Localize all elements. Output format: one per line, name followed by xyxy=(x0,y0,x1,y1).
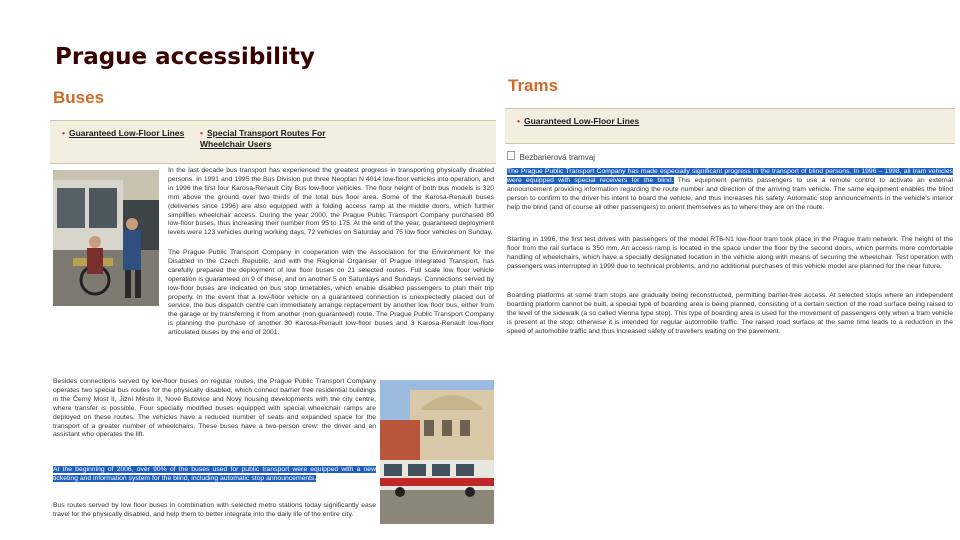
tram-link-label[interactable]: Guaranteed Low-Floor Lines xyxy=(523,116,640,126)
bus-link-label[interactable]: Guaranteed Low-Floor Lines xyxy=(68,128,185,138)
city-bus-photo xyxy=(380,380,494,524)
slide-title: Prague accessibility xyxy=(55,44,315,70)
bus-paragraph-2: The Prague Public Transport Company in cooperation with the Association for the Environment for the Disabled in the Czech Republic, and with the Regional Organiser of Prague Integrated Transport, has carefully prepared the deployment of low floor buses on 21 selected routes. Full scale low floor vehicle operation is guaranteed on 9 of these, and on another 5 on Saturdays and Sundays. Connections served by low-floor buses are indicated on bus stop timetables, which enable disabled passengers to plan their trip properly. In the event that a low-floor vehicle on a guaranteed connection is unexpectedly placed out of service, the bus dispatch centre can immediately arrange replacement by another low floor bus, either from the garage or by transferring it from another (non guaranteed) route. The Prague Public Transport Company is planning the purchase of another 30 Karosa-Renault low-floor buses and 3 Karosa-Renault low-floor articulated buses by the end of 2001. xyxy=(168,249,494,337)
buses-nav xyxy=(50,120,496,164)
tram-image-placeholder: Bezbarierová tramvaj xyxy=(507,147,595,165)
bus-link-guaranteed[interactable]: • Guaranteed Low-Floor Lines xyxy=(62,128,185,138)
tram-link-guaranteed[interactable]: • Guaranteed Low-Floor Lines xyxy=(517,116,640,126)
bus-link-special[interactable]: • Special Transport Routes For Wheelchair Users xyxy=(200,128,326,149)
tram-paragraph-3: Boarding platforms at some tram stops are gradually being reconstructed, permitting barrier-free access. At selected stops where an independent boarding platform cannot be built, a special type of boarding area is being planned, consisting of a certain section of the road surface being raised to the level of the sidewalk (a so called Vienna type stop). This type of boarding area is used for the movement of passengers only when a tram vehicle is present at the stop; otherwise it is intended for regular automobile traffic. The raised road surface at the same time leads to a reduction in the speed of automobile traffic and thus increased safety of travellers waiting on the pavement. xyxy=(507,292,953,335)
tram-paragraph-2: Starting in 1996, the first test drives with passengers of the model RT6-N1 low-floor tram took place in the Prague tram network. The height of the floor from the rail surface is 350 mm. An access ramp is located in the space under the floor by the second doors, which permits more comfortable handling of wheelchairs, which have a specially designated location in the vehicle along with means of securing the wheelchair. Test operation with passengers was interrupted in 1999 due to technical problems, and no additional purchases of this vehicle model are planned for the near future. xyxy=(507,236,953,270)
bus-paragraph-3: Besides connections served by low-floor buses on regular routes, the Prague Public Transport Company operates two special bus routes for the physically disabled, which connect barrier free residential buildings in the Černý Most II, Jižní Město II, Nové Butovice and Nový housing developments with the city centre, where transfer is possible. Four specially modified buses equipped with special wheelchair ramps are deployed on these routes. The vehicles have a reduced number of seats and expanded space for the transport of a greater number of wheelchairs. These buses have a two-person crew: the driver and an assistant who operates the lift. xyxy=(53,378,376,439)
buses-panel xyxy=(50,80,496,530)
buses-heading: Buses xyxy=(53,88,105,107)
bus-paragraph-4: At the beginning of 2006, over 90% of the buses used for public transport were equipped with a new ticketing and information system for the blind, including automatic stop announcements. xyxy=(53,466,376,482)
tram-paragraph-1: The Prague Public Transport Company has made especially significant progress in the transport of blind persons. In 1996 – 1998, all tram vehicles were equipped with special receivers for the blind. This equipment permits passengers to use a remote control to activate an external announcement providing information regarding the route number and direction of the arriving tram vehicle. The same equipment enables the blind person to confirm to the driver his intent to board the vehicle, and thus increases his safety. Automatic stop announcements in the vehicle's interior help the blind (and of course all other passengers) to orient themselves as to where they are on the route. xyxy=(507,168,953,211)
broken-image-icon xyxy=(507,151,515,160)
trams-panel xyxy=(505,70,955,355)
bus-paragraph-1: In the last decade bus transport has experienced the greatest progress in transporting physically disabled persons. In 1991 and 1995 the Bus Division put three Neoplan N 4014 low-floor vehicles into operation, and in 1996 the first four Karosa-Renault City Bus low-floor vehicles. The floor height of both bus models is 320 mm above the ground over two thirds of the total bus floor area. Some of the Karosa-Renault buses (deliveries since 1996) are also equipped with a folding access ramp at the middle doors, which further simplifies wheelchair access. During the year 2000, the Prague Public Transport Company purchased 80 low-floor buses, thus increasing their number from 95 to 175. At the end of the year, guaranteed deployment levels were 123 vehicles during working days, 72 vehicles on Saturday and 75 low floor vehicles on Sunday. xyxy=(168,167,494,237)
trams-heading: Trams xyxy=(508,76,559,95)
trams-nav xyxy=(505,108,955,144)
bus-paragraph-5: Bus routes served by low floor buses in combination with selected metro stations today significantly ease travel for the physically disabled, and help them to better integrate into the daily life of the entire city. xyxy=(53,502,376,518)
bus-link-label[interactable]: Special Transport Routes For Wheelchair Users xyxy=(200,128,326,149)
bus-wheelchair-photo xyxy=(53,170,159,306)
